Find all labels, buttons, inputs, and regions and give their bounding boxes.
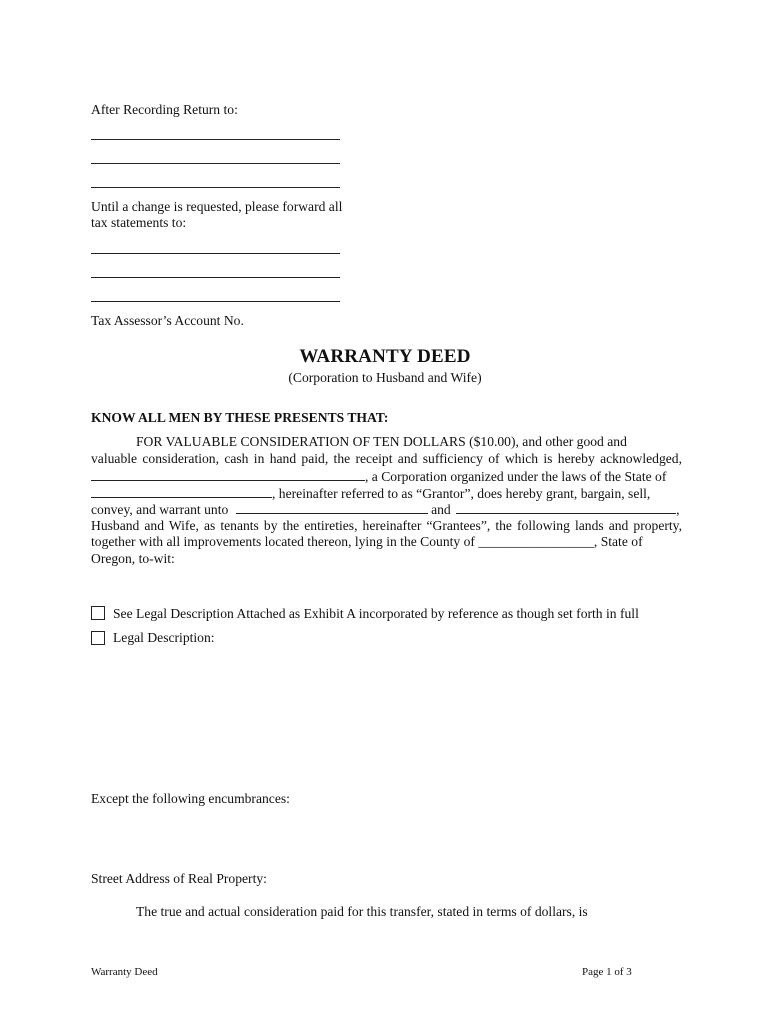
legal-description-label: Legal Description: bbox=[113, 630, 215, 645]
street-address-label: Street Address of Real Property: bbox=[91, 871, 267, 886]
paragraph-line-6: Husband and Wife, as tenants by the entireties, hereinafter “Grantees”, the following lands and property, bbox=[91, 518, 682, 533]
tax-statements-label-line1: Until a change is requested, please forward all bbox=[91, 199, 343, 214]
county-text: together with all improvements located thereon, lying in the County of bbox=[91, 534, 475, 549]
paragraph-line-7 bbox=[91, 534, 682, 550]
consideration-text: The true and actual consideration paid for this transfer, stated in terms of dollars, is bbox=[136, 904, 588, 919]
exhibit-a-label: See Legal Description Attached as Exhibit A incorporated by reference as though set forth in full bbox=[113, 606, 639, 621]
return-address-line-2[interactable] bbox=[91, 163, 340, 164]
document-title: WARRANTY DEED bbox=[299, 346, 471, 367]
document-subtitle: (Corporation to Husband and Wife) bbox=[288, 370, 482, 385]
paragraph-line-8: Oregon, to-wit: bbox=[91, 551, 175, 566]
footer-left: Warranty Deed bbox=[91, 966, 158, 978]
return-address-line-1[interactable] bbox=[91, 139, 340, 140]
tax-statements-label-line2: tax statements to: bbox=[91, 215, 187, 230]
state-of-text: , State of bbox=[593, 534, 643, 549]
paragraph-line-3 bbox=[91, 468, 682, 485]
paragraph-line-2: valuable consideration, cash in hand paid, the receipt and sufficiency of which is hereby acknowledged, bbox=[91, 451, 682, 466]
tax-address-line-1[interactable] bbox=[91, 253, 340, 254]
convey-text: convey, and warrant unto bbox=[91, 502, 229, 517]
paragraph-line-4 bbox=[91, 485, 682, 502]
paragraph-line-3-text: , a Corporation organized under the laws of the State of bbox=[365, 469, 667, 484]
footer-page-number: Page 1 of 3 bbox=[582, 966, 632, 978]
return-address-line-3[interactable] bbox=[91, 187, 340, 188]
grantee-wife-field[interactable] bbox=[456, 501, 676, 514]
exhibit-a-checkbox[interactable] bbox=[91, 606, 105, 620]
county-field[interactable]: _________________ bbox=[478, 534, 594, 549]
paragraph-line-5 bbox=[91, 501, 682, 518]
paragraph-line-4-text: , hereinafter referred to as “Grantor”, does hereby grant, bargain, sell, bbox=[272, 486, 651, 501]
comma-text: , bbox=[676, 502, 680, 517]
encumbrances-label: Except the following encumbrances: bbox=[91, 791, 290, 806]
intro-heading: KNOW ALL MEN BY THESE PRESENTS THAT: bbox=[91, 410, 389, 425]
corporation-name-field[interactable] bbox=[91, 468, 365, 481]
and-text: and bbox=[431, 502, 451, 517]
tax-assessor-account-label: Tax Assessor’s Account No. bbox=[91, 313, 244, 328]
paragraph-line-1: FOR VALUABLE CONSIDERATION OF TEN DOLLARS ($10.00), and other good and bbox=[136, 434, 627, 449]
grantee-husband-field[interactable] bbox=[236, 501, 428, 514]
tax-address-line-2[interactable] bbox=[91, 277, 340, 278]
legal-description-checkbox[interactable] bbox=[91, 631, 105, 645]
after-recording-label: After Recording Return to: bbox=[91, 102, 238, 117]
state-of-incorporation-field[interactable] bbox=[91, 485, 272, 498]
tax-address-line-3[interactable] bbox=[91, 301, 340, 302]
